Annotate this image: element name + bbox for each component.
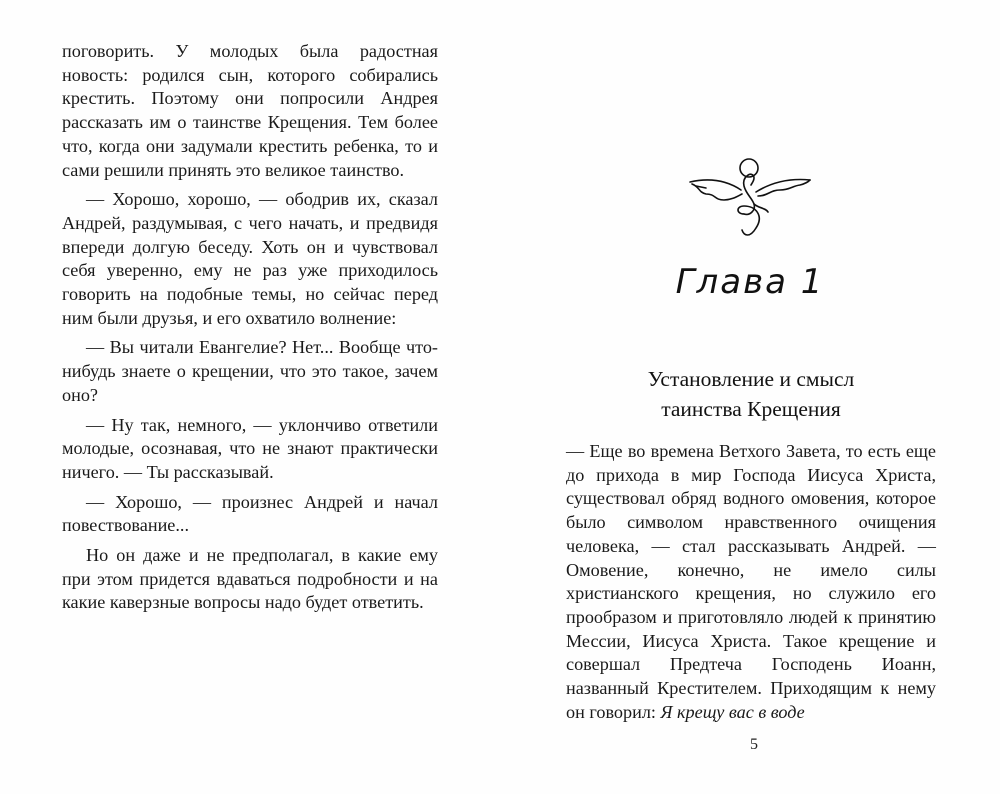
page-number: 5 [750, 736, 758, 753]
paragraph: поговорить. У молодых была радостная новость: родился сын, которого собирались крестить. Поэтому они попросили Андрея рассказать им о таинстве Крещения. Тем более что, когда они задумали крестить ребенка, то и сами решили принять это великое таинство. [62, 41, 438, 180]
paragraph: — Ну так, немного, — уклончиво ответили молодые, осознавая, что не знают практически ничего. — Ты рассказывай. [62, 414, 438, 482]
chapter-title [566, 364, 936, 424]
paragraph: Но он даже и не предполагал, в какие ему при этом придется вдаваться подробности и на какие каверзные вопросы надо будет ответить. [62, 545, 438, 613]
paragraph: — Вы читали Евангелие? Нет... Вообще что-нибудь знаете о крещении, что это такое, зачем оно? [62, 337, 438, 405]
scripture-quote: Я крещу вас в воде [660, 701, 805, 722]
paragraph: — Хорошо, — произнес Андрей и начал повествование... [62, 491, 438, 536]
chapter-title-line: таинства Крещения [661, 397, 841, 421]
chapter-title-line: Установление и смысл [647, 367, 855, 391]
dove-with-halo-icon [686, 150, 816, 250]
paragraph [566, 440, 936, 724]
chapter-heading: Глава 1 [675, 262, 825, 302]
paragraph: — Хорошо, хорошо, — ободрив их, сказал Андрей, раздумывая, с чего начать, и предвидя впереди долгую беседу. Хоть он и чувствовал себя уверенно, ему не раз уже приходилось говорить на подобные темы, но сейчас перед ним были друзья, и его охватило волнение: [62, 189, 438, 328]
left-page-text [62, 40, 438, 615]
right-page-text [566, 440, 936, 724]
paragraph-text: — Еще во времена Ветхого Завета, то есть еще до прихода в мир Господа Иисуса Христа, существовал обряд водного омовения, которое было символом нравственного очищения человека, — стал рассказывать Андрей. — Омовение, конечно, не имело силы христианского крещения, но служило его прообразом и приготовляло людей к принятию Мессии, Иисуса Христа. Такое крещение и совершал Предтеча Господень Иоанн, названный Крестителем. Приходящим к нему он говорил: [566, 441, 936, 722]
